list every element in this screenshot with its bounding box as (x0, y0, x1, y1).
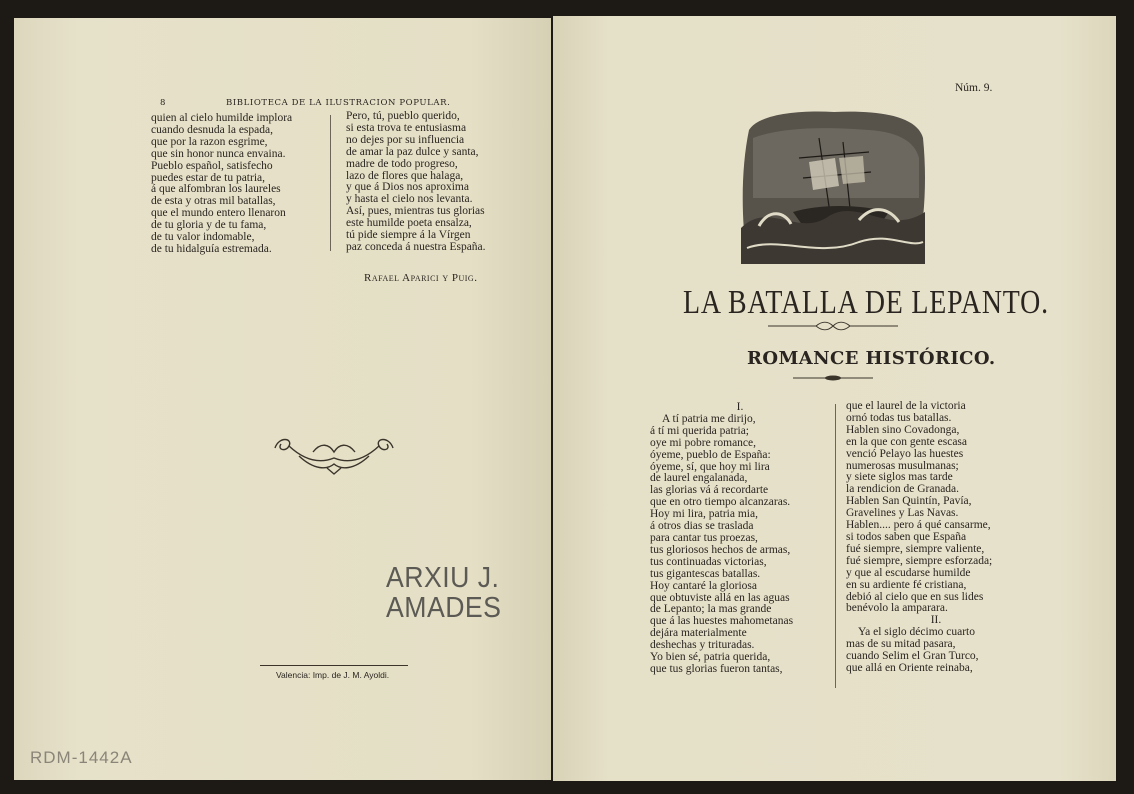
verse-line: de tu gloria y de tu fama, (151, 219, 267, 232)
verse-line: y siete siglos mas tarde (846, 471, 953, 484)
verse-line: Así, pues, mientras tus glorias (346, 205, 485, 218)
verse-line: de tu hidalguía estremada. (151, 242, 272, 255)
ship-in-storm-illustration-icon (739, 108, 929, 268)
verse-line: fué siempre, siempre esforzada; (846, 554, 993, 567)
verse-line: tus gloriosos hechos de armas, (650, 543, 791, 556)
section-number-2: II. (930, 614, 942, 627)
running-header: BIBLIOTECA DE LA ILUSTRACION POPULAR. (226, 98, 451, 108)
verse-line: tus continuadas victorias, (650, 555, 767, 568)
verse-line: no dejes por su influencia (346, 133, 465, 146)
verse-line: las glorias vá á recordarte (650, 484, 769, 497)
stamp-line-1: ARXIU J. (386, 562, 500, 594)
verse-line: Ya el siglo décimo cuarto (858, 626, 976, 639)
ornament-flourish-icon (269, 430, 399, 476)
verse-line: á tí mi querida patria; (650, 424, 749, 437)
author-signature: Rafael Aparici y Puig. (364, 272, 478, 284)
left-column-1 (151, 113, 331, 256)
imprint: Valencia: Imp. de J. M. Ayoldi. (276, 670, 390, 680)
verse-line: y hasta el cielo nos levanta. (346, 193, 473, 206)
verse-line: á que alfombran los laureles (151, 183, 281, 196)
verse-line: este humilde poeta ensalza, (346, 217, 472, 230)
verse-line: fué siempre, siempre valiente, (846, 542, 985, 555)
verse-line: en la que con gente escasa (846, 435, 968, 448)
verse-line: si todos saben que España (846, 530, 967, 543)
verse-line: de Lepanto; la mas grande (650, 603, 772, 616)
section-number-1: I. (736, 401, 744, 413)
verse-line: Gravelines y Las Navas. (846, 507, 959, 520)
column-divider-right (835, 404, 836, 688)
right-column-2 (846, 401, 1026, 675)
verse-line: Hablen San Quintín, Pavía, (846, 495, 972, 508)
verse-line: en su ardiente fé cristiana, (846, 578, 967, 591)
verse-line: Yo bien sé, patria querida, (650, 651, 771, 664)
verse-line: deshechas y trituradas. (650, 639, 755, 652)
verse-line: A tí patria me dirijo, (662, 412, 756, 425)
issue-number: Núm. 9. (955, 82, 993, 94)
verse-line: y que al escudarse humilde (846, 566, 971, 579)
verse-line: dejára materialmente (650, 627, 747, 640)
verse-line: si esta trova te entusiasma (346, 121, 467, 134)
verse-line: que á las huestes mahometanas (650, 615, 794, 628)
verse-line: á otros dias se traslada (650, 520, 754, 533)
verse-line: que el mundo entero llenaron (151, 207, 286, 220)
verse-line: tú pide siempre á la Vírgen (346, 229, 471, 242)
left-column-2 (346, 111, 546, 254)
verse-line: madre de todo progreso, (346, 157, 458, 170)
right-column-1 (650, 402, 830, 676)
verse-line: ornó todas tus batallas. (846, 411, 952, 424)
verse-line: que tus glorias fueron tantas, (650, 662, 783, 675)
column-divider (330, 115, 331, 251)
left-page (14, 18, 551, 780)
verse-line: benévolo la amparara. (846, 602, 948, 615)
right-page (553, 16, 1116, 781)
verse-line: de amar la paz dulce y santa, (346, 145, 479, 158)
verse-line: cuando desnuda la espada, (151, 123, 273, 136)
verse-line: óyeme, pueblo de España: (650, 448, 771, 461)
verse-line: quien al cielo humilde implora (151, 112, 293, 124)
verse-line: Pero, tú, pueblo querido, (346, 110, 460, 122)
imprint-rule (260, 665, 408, 666)
subtitle-divider-icon (793, 374, 873, 382)
verse-line: de laurel engalanada, (650, 472, 748, 485)
verse-line: óyeme, sí, que hoy mi lira (650, 460, 770, 473)
verse-line: debió al cielo que en sus lides (846, 590, 984, 603)
verse-line: que obtuviste allá en las aguas (650, 591, 790, 604)
verse-line: de tu valor indomable, (151, 231, 255, 244)
verse-line: que allá en Oriente reinaba, (846, 661, 973, 674)
verse-line: mas de su mitad pasara, (846, 638, 956, 651)
verse-line: Hoy mi lira, patria mia, (650, 508, 758, 521)
verse-line: para cantar tus proezas, (650, 531, 758, 544)
verse-line: Hablen.... pero á qué cansarme, (846, 519, 991, 532)
verse-line: Hoy cantaré la gloriosa (650, 579, 757, 592)
verse-line: que por la razon esgrime, (151, 135, 268, 148)
stamp-line-2: AMADES (386, 592, 502, 624)
verse-line: y que á Dios nos aproxima (346, 181, 469, 194)
catalog-mark: RDM-1442A (30, 748, 133, 767)
verse-line: que sin honor nunca envaina. (151, 147, 286, 160)
verse-line: venció Pelayo las huestes (846, 447, 964, 460)
verse-line: Pueblo español, satisfecho (151, 159, 273, 172)
verse-line: Hablen sino Covadonga, (846, 423, 960, 436)
verse-line: numerosas musulmanas; (846, 459, 959, 472)
verse-line: puedes estar de tu patria, (151, 171, 265, 184)
subtitle: ROMANCE HISTÓRICO. (747, 348, 996, 369)
verse-line: lazo de flores que halaga, (346, 169, 464, 182)
main-title: LA BATALLA DE LEPANTO. (683, 284, 1049, 321)
archive-stamp (386, 563, 501, 623)
title-divider-icon (768, 319, 898, 333)
verse-line: que en otro tiempo alcanzaras. (650, 496, 791, 509)
verse-line: tus gigantescas batallas. (650, 567, 761, 580)
verse-line: que el laurel de la victoria (846, 400, 966, 412)
page-number: 8 (160, 98, 167, 108)
verse-line: cuando Selim el Gran Turco, (846, 650, 979, 663)
verse-line: oye mi pobre romance, (650, 436, 757, 449)
verse-line: de esta y otras mil batallas, (151, 195, 276, 208)
verse-line: paz conceda á nuestra España. (346, 240, 486, 253)
verse-line: la rendicion de Granada. (846, 483, 960, 496)
